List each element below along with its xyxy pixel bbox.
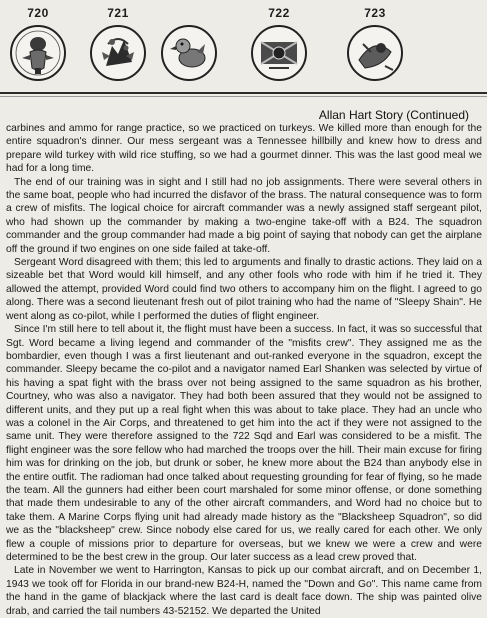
squadron-number: 721 — [107, 6, 129, 20]
story-paragraph: carbines and ammo for range practice, so we practiced on turkeys. We killed more than enough for the entire squadron's dinner. Our mess sergeant was a Tennessee hillbilly and knew how to dress and prepare wild turkey with wild rice stuffing, so we had a gourmet dinner. This was the last good meal we had for a long time. — [6, 123, 482, 175]
header-divider — [0, 92, 487, 94]
duck-emblem-insignia-icon — [159, 22, 219, 84]
squadron-723-insignia-icon — [345, 22, 405, 84]
squadron-number: 720 — [27, 6, 49, 20]
story-paragraph: The end of our training was in sight and I still had no job assignments. There were several others in the same boat, people who had incurred the disfavor of the brass. The natural consequence was to form a crew of misfits. The logical choice for aircraft commander was a newly assigned staff sergeant pilot, who had shown up the commander by making a two-engine take-off with a B24. The squadron commander and the group commander had made a big point of saying that nobody can get the airplane off the ground if two engines on one side failed at take-off. — [6, 176, 482, 255]
squadron-723-emblem — [340, 0, 410, 92]
squadron-insignia-header — [0, 0, 487, 92]
squadron-number: 723 — [364, 6, 386, 20]
squadron-722-insignia-icon — [249, 22, 309, 84]
squadron-721-insignia-icon — [88, 22, 148, 84]
squadron-721-emblem — [83, 0, 153, 92]
header-divider-thin — [0, 96, 487, 97]
story-paragraph: Late in November we went to Harrington, Kansas to pick up our combat aircraft, and on December 1, 1943 we took off for Florida in our brand-new B24-H, named the "Down and Go". This name came from the hand in the game of blackjack where the last card is dealt face down. The ship was painted olive drab, and carried the tail numbers 43-52152. We departed the United — [6, 565, 482, 617]
story-title: Allan Hart Story (Continued) — [318, 108, 469, 122]
story-paragraph: Sergeant Word disagreed with them; this led to arguments and finally to drastic actions. They laid on a sizeable bet that Word would kill himself, and any other fools who rode with him if he tried it. They allowed the attempt, provided Word could find two others to accompany him on the flight. I agreed to go along. There was a second lieutenant fresh out of pilot training who had the name of "Sleepy Shain". He went along as co-pilot, while I performed the duties of flight engineer. — [6, 257, 482, 322]
squadron-duck-emblem — [154, 0, 224, 92]
story-paragraph: Since I'm still here to tell about it, the flight must have been a success. In fact, it was so successful that Sgt. Word became a living legend and commander of the "misfits crew". They assigned me as the bombardier, even though I was a first lieutenant and out-ranked everyone in the squadron, except the commander. Sleepy became the co-pilot and a navigator named Earl Shanken was selected by virtue of his having a spat fight with the brass over not being assigned to the same squadron as his brother, Courtney, who was also a navigator. They had both been assured that they would not be assigned to different units, and they put up a real fight when this was about to take place. They had an uncle who was a colonel in the Air Corps, and threatened to get him into the act if they were not assigned to the same unit. They were therefore assigned to the 722 Sqd and Earl was considered to be a misfit. The flight engineer was the sore fellow who had marched the troops over the hill. Their main excuse for firing him was for drinking on the job, but drunk or sober, he knew more about the B24 than anybody else in the entire outfit. The radioman had once talked about requesting grounding for fear of flying, so he made the team. All the gunners had either been court marshaled for some minor offense, or done something that made them undesirable to any of the other aircraft commanders, and Word had no choice but to take them. A Marine Corps flying unit had already made history as the "Blacksheep Squadron", so did we as the "blacksheep" crew. Since nobody else cared for us, we really cared for each other. We only flew a couple of missions prior to departure for overseas, but we knew we were a crew and were determined to be the best crew in the group. Our later success as a lead crew proved that. — [6, 324, 482, 563]
squadron-720-emblem — [3, 0, 73, 92]
squadron-720-insignia-icon — [8, 22, 68, 84]
squadron-722-emblem — [244, 0, 314, 92]
story-body — [6, 122, 482, 618]
squadron-number: 722 — [268, 6, 290, 20]
